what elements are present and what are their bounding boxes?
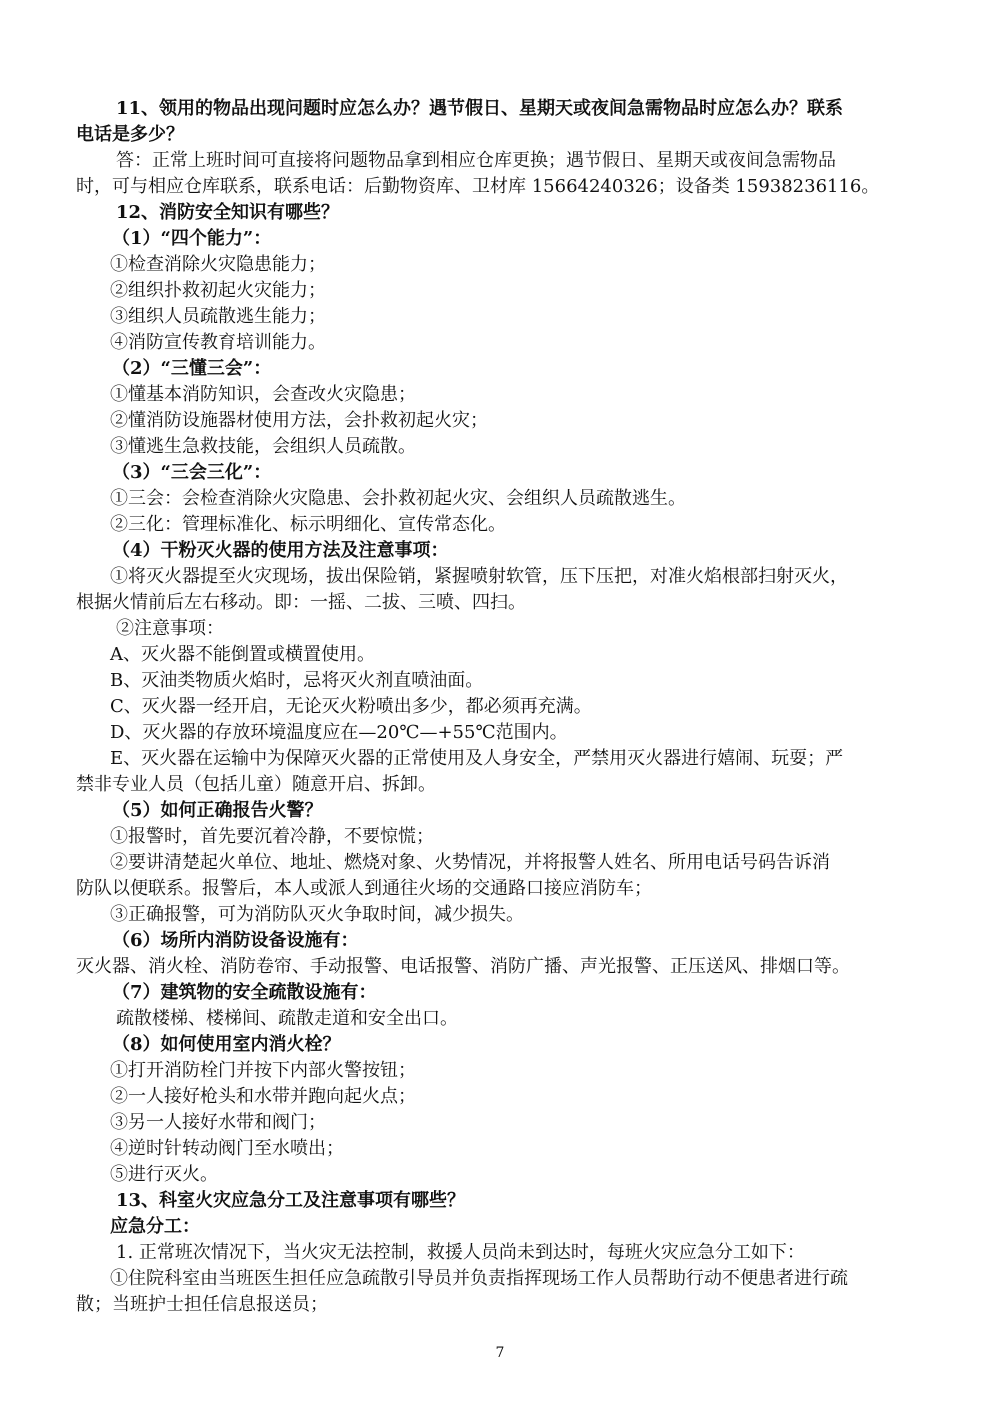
list-item: ②三化：管理标准化、标示明细化、宣传常态化。 — [110, 514, 506, 535]
list-item: ②一人接好枪头和水带并跑向起火点； — [110, 1086, 416, 1107]
q11-answer-line2: 时，可与相应仓库联系，联系电话：后勤物资库、卫材库 15664240326；设备类 15938236116。 — [76, 176, 880, 197]
paragraph-line: 防队以便联系。报警后，本人或派人到通往火场的交通路口接应消防车； — [76, 878, 652, 899]
paragraph-line: 1. 正常班次情况下，当火灾无法控制，救援人员尚未到达时，每班火灾应急分工如下： — [116, 1242, 805, 1263]
sub2-heading: （2）“三懂三会”： — [112, 358, 272, 379]
sub5-heading: （5）如何正确报告火警？ — [112, 800, 323, 821]
list-item: ①报警时，首先要沉着冷静，不要惊慌； — [110, 826, 434, 847]
list-item: ③懂逃生急救技能，会组织人员疏散。 — [110, 436, 416, 457]
paragraph-line: 散；当班护士担任信息报送员； — [76, 1294, 328, 1315]
sub6-heading: （6）场所内消防设备设施有： — [112, 930, 359, 951]
list-item: B、灭油类物质火焰时，忌将灭火剂直喷油面。 — [110, 670, 484, 691]
q13-heading: 13、科室火灾应急分工及注意事项有哪些？ — [116, 1190, 466, 1211]
paragraph-line: ②要讲清楚起火单位、地址、燃烧对象、火势情况，并将报警人姓名、所用电话号码告诉消 — [110, 852, 830, 873]
sub8-heading: （8）如何使用室内消火栓？ — [112, 1034, 341, 1055]
emergency-division-heading: 应急分工： — [110, 1216, 200, 1237]
list-item: ②注意事项： — [116, 618, 224, 639]
paragraph-line: ①将灭火器提至火灾现场，拔出保险销，紧握喷射软管，压下压把，对准火焰根部扫射灭火， — [110, 566, 848, 587]
list-item: C、灭火器一经开启，无论灭火粉喷出多少，都必须再充满。 — [110, 696, 592, 717]
list-item: ⑤进行灭火。 — [110, 1164, 218, 1185]
paragraph-line: ①住院科室由当班医生担任应急疏散引导员并负责指挥现场工作人员帮助行动不便患者进行疏 — [110, 1268, 848, 1289]
paragraph-line: 根据火情前后左右移动。即：一摇、二拔、三喷、四扫。 — [76, 592, 526, 613]
list-item: ①懂基本消防知识，会查改火灾隐患； — [110, 384, 416, 405]
paragraph-line: 灭火器、消火栓、消防卷帘、手动报警、电话报警、消防广播、声光报警、正压送风、排烟口等。 — [76, 956, 850, 977]
list-item: D、灭火器的存放环境温度应在—20℃—+55℃范围内。 — [110, 722, 568, 743]
list-item: A、灭火器不能倒置或横置使用。 — [110, 644, 375, 665]
q11-heading-line1: 11、领用的物品出现问题时应怎么办？遇节假日、星期天或夜间急需物品时应怎么办？联系 — [116, 98, 844, 119]
sub7-heading: （7）建筑物的安全疏散设施有： — [112, 982, 377, 1003]
list-item: ③正确报警，可为消防队灭火争取时间，减少损失。 — [110, 904, 524, 925]
paragraph-line: E、灭火器在运输中为保障灭火器的正常使用及人身安全，严禁用灭火器进行嬉闹、玩耍；严 — [110, 748, 844, 769]
list-item: ②懂消防设施器材使用方法，会扑救初起火灾； — [110, 410, 488, 431]
list-item: ③组织人员疏散逃生能力； — [110, 306, 326, 327]
list-item: ④消防宣传教育培训能力。 — [110, 332, 326, 353]
sub3-heading: （3）“三会三化”： — [112, 462, 272, 483]
list-item: ②组织扑救初起火灾能力； — [110, 280, 326, 301]
list-item: ①打开消防栓门并按下内部火警按钮； — [110, 1060, 416, 1081]
q11-answer-line1: 答：正常上班时间可直接将问题物品拿到相应仓库更换；遇节假日、星期天或夜间急需物品 — [116, 150, 836, 171]
list-item: ③另一人接好水带和阀门； — [110, 1112, 326, 1133]
list-item: ①检查消除火灾隐患能力； — [110, 254, 326, 275]
paragraph-line: 疏散楼梯、楼梯间、疏散走道和安全出口。 — [116, 1008, 458, 1029]
sub1-heading: （1）“四个能力”： — [112, 228, 272, 249]
sub4-heading: （4）干粉灭火器的使用方法及注意事项： — [112, 540, 449, 561]
paragraph-line: 禁非专业人员（包括儿童）随意开启、拆卸。 — [76, 774, 436, 795]
list-item: ①三会：会检查消除火灾隐患、会扑救初起火灾、会组织人员疏散逃生。 — [110, 488, 686, 509]
q12-heading: 12、消防安全知识有哪些？ — [116, 202, 340, 223]
page-number: 7 — [495, 1345, 505, 1361]
list-item: ④逆时针转动阀门至水喷出； — [110, 1138, 344, 1159]
q11-heading-line2: 电话是多少？ — [76, 124, 184, 145]
